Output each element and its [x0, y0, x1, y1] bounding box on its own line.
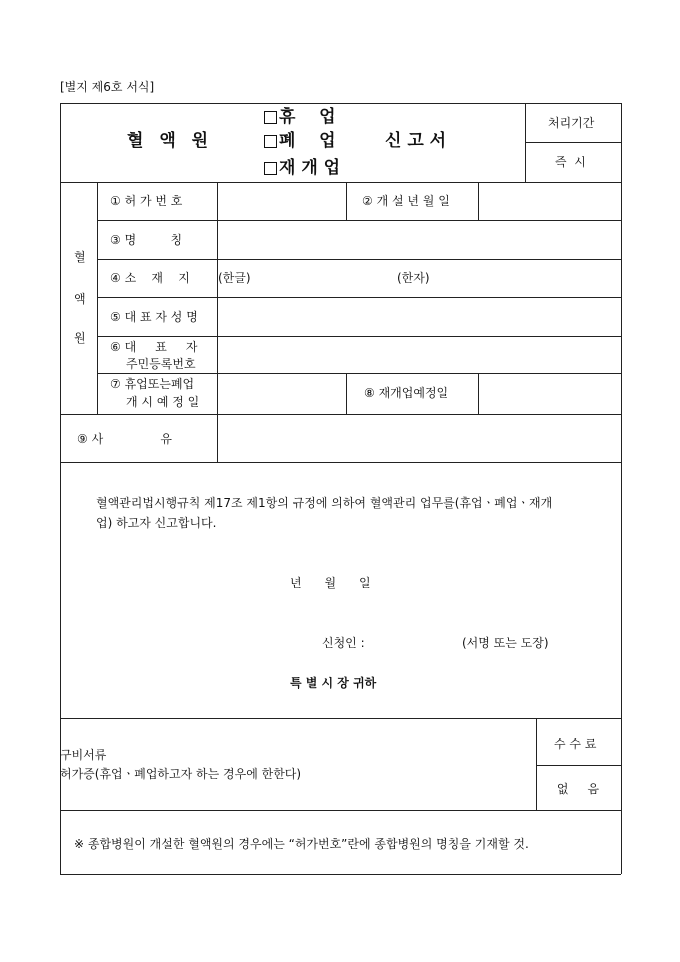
option-reopen[interactable]: 재 개 업 — [264, 158, 340, 178]
fee-label: 수 수 료 — [554, 737, 597, 751]
checkbox-icon — [264, 135, 277, 148]
checkbox-icon — [264, 162, 277, 175]
section-label-1: 혈 — [74, 250, 86, 264]
processing-period-value: 즉 시 — [555, 155, 586, 169]
option-close[interactable]: 폐 업 — [264, 131, 336, 151]
reason-label: ⑨ 사 유 — [77, 432, 172, 446]
option-rest[interactable]: 휴 업 — [264, 107, 336, 127]
license-number-label: ① 허 가 번 호 — [110, 194, 183, 208]
applicant-field[interactable] — [380, 630, 455, 652]
processing-period-label: 처리기간 — [548, 116, 595, 130]
footnote: ※ 종합병원이 개설한 혈액원의 경우에는 “허가번호”란에 종합병원의 명칭을 기재할 것. — [74, 837, 529, 851]
representative-id-label-1: ⑥ 대 표 자 — [110, 340, 198, 354]
signature-label: (서명 또는 도장) — [462, 636, 549, 650]
reason-field[interactable] — [218, 415, 620, 461]
reopen-date-label: ⑧ 재개업예정일 — [364, 386, 449, 400]
statement-line-2: 업) 하고자 신고합니다. — [96, 516, 217, 530]
reopen-date-field[interactable] — [479, 374, 620, 413]
fee-value: 없 음 — [556, 782, 600, 796]
section-label-3: 원 — [74, 331, 86, 345]
section-label-2: 액 — [74, 292, 86, 306]
representative-name-label: ⑤ 대 표 자 성 명 — [110, 310, 198, 324]
location-chinese-label: (한자) — [397, 271, 430, 285]
location-korean-label: (한글) — [218, 271, 251, 285]
required-documents-item: 허가증(휴업ㆍ폐업하고자 하는 경우에 한한다) — [60, 767, 302, 781]
open-date-field[interactable] — [479, 183, 620, 219]
form-reference: [별지 제6호 서식] — [60, 80, 155, 94]
closure-start-label-2: 개 시 예 정 일 — [126, 395, 200, 409]
closure-start-label-1: ⑦ 휴업또는폐업 — [110, 377, 195, 391]
license-number-field[interactable] — [218, 183, 345, 219]
representative-name-field[interactable] — [218, 298, 620, 335]
checkbox-icon — [264, 111, 277, 124]
addressee: 특 별 시 장 귀하 — [290, 676, 377, 690]
open-date-label: ② 개 설 년 월 일 — [362, 194, 450, 208]
representative-id-label-2: 주민등록번호 — [126, 357, 196, 371]
form-title-left: 혈 액 원 — [127, 131, 214, 151]
applicant-label: 신청인 : — [322, 636, 365, 650]
location-label: ④ 소 재 지 — [110, 271, 190, 285]
statement-line-1: 혈액관리법시행규칙 제17조 제1항의 규정에 의하여 혈액관리 업무를(휴업ㆍ폐업ㆍ재개 — [96, 496, 553, 510]
required-documents-label: 구비서류 — [60, 748, 107, 762]
name-label: ③ 명 칭 — [110, 233, 183, 247]
form-title-suffix: 신 고 서 — [385, 131, 447, 151]
representative-id-field[interactable] — [218, 337, 620, 372]
date-line: 년 월 일 — [290, 576, 371, 590]
closure-start-field[interactable] — [218, 374, 345, 413]
name-field[interactable] — [218, 221, 620, 258]
